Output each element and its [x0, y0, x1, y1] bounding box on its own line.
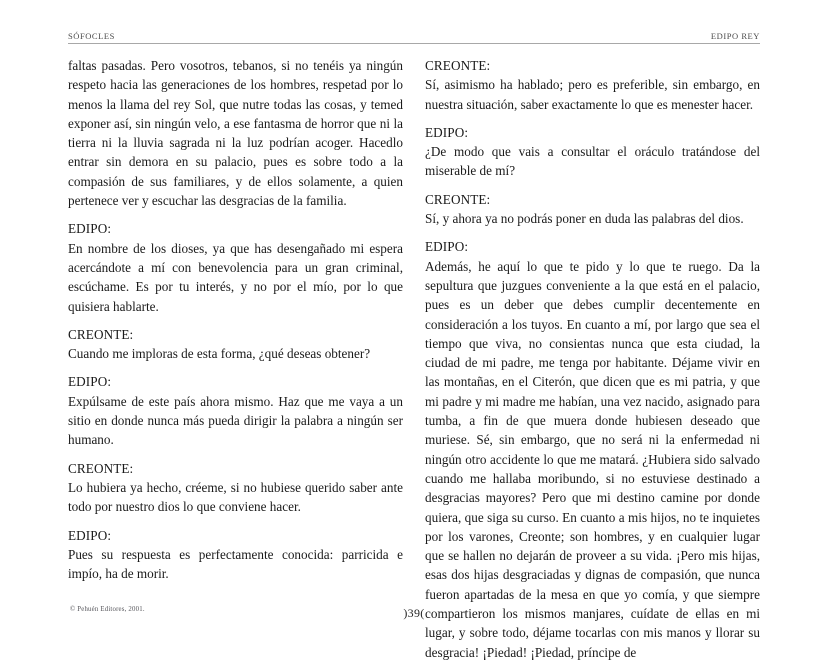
- speaker-label: EDIPO:: [425, 124, 469, 140]
- page-number: )39(: [403, 606, 425, 620]
- speech-block: [68, 526, 403, 584]
- speech-block: [68, 219, 403, 315]
- speech-block: [68, 325, 403, 364]
- speech-block: [68, 56, 403, 210]
- speech-text: Lo hubiera ya hecho, créeme, si no hubiese querido saber ante todo por nuestro dios lo que conviene hacer.: [68, 479, 403, 515]
- column-right: [425, 56, 760, 660]
- speaker-label: CREONTE:: [425, 58, 491, 73]
- speaker-label: EDIPO:: [68, 527, 112, 543]
- running-head-left: SÓFOCLES: [68, 31, 115, 41]
- speaker-label: EDIPO:: [68, 221, 112, 237]
- speech-block: [425, 237, 760, 662]
- speech-block: [68, 372, 403, 449]
- speaker-label: EDIPO:: [425, 239, 469, 255]
- speaker-label: CREONTE:: [68, 460, 134, 476]
- running-head: [68, 27, 760, 41]
- speech-text: ¿De modo que vais a consultar el oráculo tratándose del miserable de mí?: [425, 144, 760, 179]
- speaker-label: CREONTE:: [425, 191, 491, 207]
- speech-text: Sí, y ahora ya no podrás poner en duda las palabras del dios.: [425, 211, 744, 227]
- speech-text: Además, he aquí lo que te pido y lo que te ruego. Da la sepultura que juzgues conveniente a la que está en el palacio, pues es un deber que debes cumplir decentemente en consideración a los tuyos. En cuanto a mí, por largo que sea el tiempo que viva, no consientas nunca que esta ciudad, la ciudad de mi padre, me tenga por habitante. Déjame vivir en las montañas, en el Citerón, que dicen que es mi patria, y que mi padre y mi madre me habían, una vez nacido, asignado para tumba, a fin de que muera donde hubiesen deseado que muriese. Sé, sin embargo, que no será ni la enfermedad ni ningún otro accidente lo que me matará. ¿Hubiera sido salvado cuando me hallaba moribundo, si no estuviese destinado a desgracias mayores? Pero que mi destino camine por donde quiera, que siga su curso. En cuanto a mis hijos, no te inquietes por los varones, Creonte; son hombres, y en cualquier lugar que se hallen no dejarán de proveer a su vida. ¡Pero mis hijas, esas dos hijas desgraciadas y dignas de compasión, que nunca fueron apartadas de la mesa en que yo comía, y que siempre compartieron los mismos manjares, cuídate de ellas en mi lugar, y sobre todo, déjame tocarlas con mis manos y llorar su desgracia! ¡Piedad! ¡Piedad, príncipe de: [425, 258, 760, 660]
- speech-block: [425, 56, 760, 114]
- running-head-right: EDIPO REY: [710, 31, 760, 41]
- speech-text: En nombre de los dioses, ya que has desengañado mi espera acercándote a mí con benevolencia para un gran criminal, escúchame. Es por tu interés, y no por el mío, por lo que quisiera hablarte.: [68, 240, 403, 314]
- speech-text: Pues su respuesta es perfectamente conocida: parricida e impío, ha de morir.: [68, 546, 403, 582]
- speech-text: Cuando me imploras de esta forma, ¿qué deseas obtener?: [68, 346, 371, 362]
- copyright-notice: © Pehuén Editores, 2001.: [70, 606, 145, 613]
- speech-text: Sí, asimismo ha hablado; pero es preferible, sin embargo, en nuestra situación, saber exactamente lo que es menester hacer.: [425, 77, 760, 112]
- column-left: [68, 56, 403, 581]
- header-divider-rule: [68, 43, 760, 44]
- speech-block: [425, 123, 760, 181]
- speaker-label: EDIPO:: [68, 374, 112, 390]
- speech-block: [425, 190, 760, 229]
- speech-block: [68, 459, 403, 517]
- speaker-label: CREONTE:: [68, 326, 134, 342]
- speech-text: faltas pasadas. Pero vosotros, tebanos, si no tenéis ya ningún respeto hacia las generaciones de los hombres, respetad por lo menos la llama del rey Sol, que nutre todas las cosas, y temed exponer así, sin ningún velo, a ese fantasma de horror que ni la tierra ni la lluvia sagrada ni la luz podrían acoger. Hacedlo entrar sin demora en su palacio, pues es sobre todo a la compasión de sus familiares, y de ellos solamente, a quien pertenece ver y escuchar las desgracias de la familia.: [68, 58, 403, 209]
- speech-text: Expúlsame de este país ahora mismo. Haz que me vaya a un sitio en donde nunca más pueda dirigir la palabra a ningún ser humano.: [68, 393, 403, 448]
